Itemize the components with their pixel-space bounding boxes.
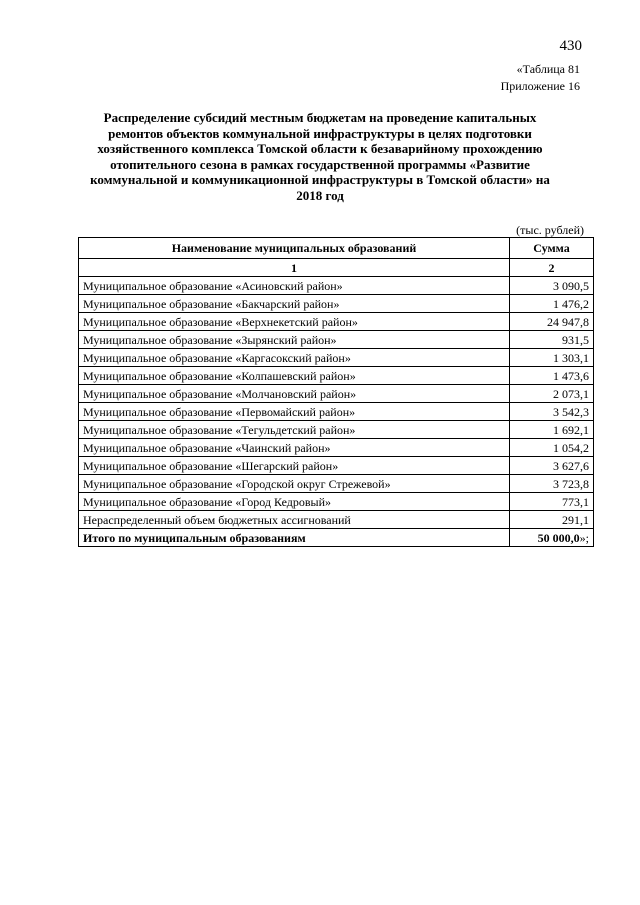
row-amount: 3 090,5 bbox=[510, 277, 594, 295]
appendix-label: Приложение 16 bbox=[500, 79, 580, 93]
row-name: Муниципальное образование «Городской округ Стрежевой» bbox=[79, 475, 510, 493]
table-row bbox=[79, 493, 594, 511]
closing-quote: »; bbox=[579, 530, 589, 545]
document-title: Распределение субсидий местным бюджетам на проведение капитальных ремонтов объектов коммунальной инфраструктуры в целях подготовки хозяйственного комплекса Томской области к безаварийному прохождению отопительного сезона в рамках государственной программы «Развитие коммунальной и коммуникационной инфраструктуры в Томской области» на 2018 год bbox=[90, 110, 550, 203]
table-row bbox=[79, 349, 594, 367]
table-row bbox=[79, 421, 594, 439]
header-name: Наименование муниципальных образований bbox=[79, 238, 510, 259]
units-label: (тыс. рублей) bbox=[516, 223, 584, 237]
row-name: Муниципальное образование «Чаинский район» bbox=[79, 439, 510, 457]
row-name: Муниципальное образование «Молчановский район» bbox=[79, 385, 510, 403]
table-row bbox=[79, 439, 594, 457]
table-row bbox=[79, 313, 594, 331]
table-row bbox=[79, 475, 594, 493]
table-row bbox=[79, 367, 594, 385]
table-row bbox=[79, 295, 594, 313]
header-amount: Сумма bbox=[510, 238, 594, 259]
row-amount: 2 073,1 bbox=[510, 385, 594, 403]
table-row bbox=[79, 403, 594, 421]
total-label: Итого по муниципальным образованиям bbox=[79, 529, 510, 547]
row-amount: 1 054,2 bbox=[510, 439, 594, 457]
row-amount: 1 476,2 bbox=[510, 295, 594, 313]
column-number-1: 1 bbox=[79, 259, 510, 277]
row-name: Муниципальное образование «Город Кедровый» bbox=[79, 493, 510, 511]
row-amount: 931,5 bbox=[510, 331, 594, 349]
table-row bbox=[79, 385, 594, 403]
total-amount: 50 000,0 bbox=[537, 530, 580, 545]
table-row bbox=[79, 511, 594, 529]
row-name: Муниципальное образование «Первомайский район» bbox=[79, 403, 510, 421]
row-name: Муниципальное образование «Зырянский район» bbox=[79, 331, 510, 349]
table-row bbox=[79, 331, 594, 349]
total-row bbox=[79, 529, 594, 547]
subsidy-table bbox=[78, 237, 594, 547]
row-amount: 3 723,8 bbox=[510, 475, 594, 493]
row-name: Муниципальное образование «Тегульдетский район» bbox=[79, 421, 510, 439]
row-name: Нераспределенный объем бюджетных ассигнований bbox=[79, 511, 510, 529]
row-amount: 24 947,8 bbox=[510, 313, 594, 331]
column-number-row bbox=[79, 259, 594, 277]
row-name: Муниципальное образование «Верхнекетский район» bbox=[79, 313, 510, 331]
total-amount-cell bbox=[510, 529, 594, 547]
row-amount: 1 473,6 bbox=[510, 367, 594, 385]
table-row bbox=[79, 457, 594, 475]
table-header-row bbox=[79, 238, 594, 259]
table-row bbox=[79, 277, 594, 295]
row-name: Муниципальное образование «Колпашевский район» bbox=[79, 367, 510, 385]
row-amount: 291,1 bbox=[510, 511, 594, 529]
column-number-2: 2 bbox=[510, 259, 594, 277]
row-name: Муниципальное образование «Бакчарский район» bbox=[79, 295, 510, 313]
page-number: 430 bbox=[559, 38, 582, 54]
row-name: Муниципальное образование «Асиновский район» bbox=[79, 277, 510, 295]
row-amount: 773,1 bbox=[510, 493, 594, 511]
row-name: Муниципальное образование «Шегарский район» bbox=[79, 457, 510, 475]
row-name: Муниципальное образование «Каргасокский район» bbox=[79, 349, 510, 367]
row-amount: 3 542,3 bbox=[510, 403, 594, 421]
row-amount: 3 627,6 bbox=[510, 457, 594, 475]
table-label: «Таблица 81 bbox=[516, 62, 580, 76]
row-amount: 1 692,1 bbox=[510, 421, 594, 439]
row-amount: 1 303,1 bbox=[510, 349, 594, 367]
